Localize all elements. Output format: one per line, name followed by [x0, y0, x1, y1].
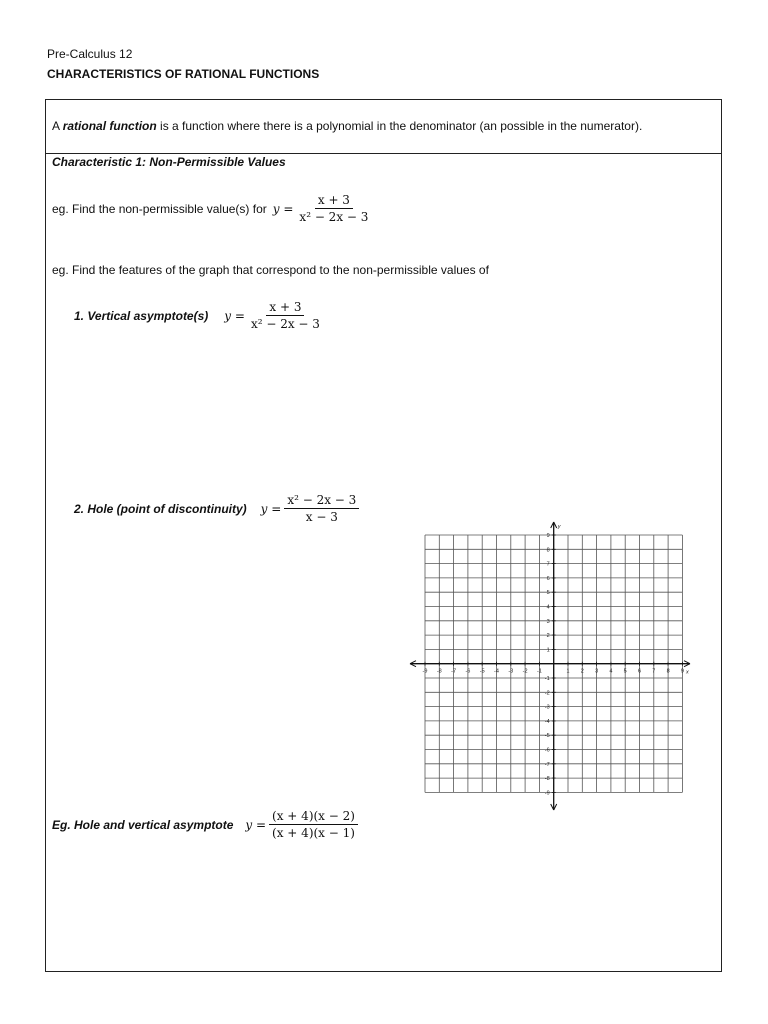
y-tick-label: 5 [546, 590, 550, 597]
x-tick-label: 4 [609, 668, 613, 675]
example-1-equation [273, 193, 372, 224]
example-2-text: eg. Find the features of the graph that correspond to the non-permissible values of [52, 263, 489, 277]
item-3-label: Eg. Hole and vertical asymptote [52, 817, 234, 832]
y-tick-label: -3 [544, 704, 550, 711]
y-tick-label: -1 [544, 676, 550, 682]
equation-lhs: y = [272, 201, 294, 216]
denominator: x² − 2x − 3 [250, 317, 320, 331]
x-tick-label: -1 [536, 668, 542, 675]
item-vertical-asymptote [74, 300, 323, 331]
intro-definition [52, 119, 642, 133]
item-hole-and-asymptote [52, 809, 358, 840]
x-tick-label: 3 [595, 668, 599, 675]
y-tick-label: -2 [544, 690, 550, 697]
intro-rest: is a function where there is a polynomial in the denominator (an possible in the numerator). [156, 119, 643, 133]
x-tick-label: -9 [422, 668, 428, 675]
x-tick-label: -5 [479, 668, 485, 675]
equation-lhs: y = [224, 308, 245, 323]
example-1 [52, 193, 371, 224]
course-name: Pre-Calculus 12 [47, 47, 133, 61]
y-tick-label: -7 [544, 761, 550, 768]
denominator: x − 3 [305, 510, 338, 524]
x-tick-label: -3 [508, 668, 514, 675]
y-tick-label: 3 [546, 618, 550, 625]
y-tick-label: 4 [546, 604, 550, 611]
y-tick-label: 8 [546, 547, 550, 554]
item-2-equation [261, 493, 360, 524]
x-tick-label: -7 [451, 668, 457, 675]
equation-lhs: y = [260, 501, 282, 516]
x-tick-label: 5 [623, 668, 627, 675]
x-tick-label: -4 [494, 668, 499, 675]
item-2-label: 2. Hole (point of discontinuity) [74, 501, 247, 516]
y-tick-label: -6 [544, 747, 550, 754]
x-tick-label: -2 [522, 668, 528, 675]
item-1-label: 1. Vertical asymptote(s) [74, 308, 209, 323]
numerator: x + 3 [315, 193, 353, 209]
page-title: CHARACTERISTICS OF RATIONAL FUNCTIONS [47, 67, 320, 81]
x-tick-label: 8 [666, 668, 670, 675]
x-axis-label: x [686, 669, 689, 676]
coordinate-grid [400, 518, 700, 814]
y-tick-label: 9 [546, 533, 550, 539]
equation-lhs: y = [245, 817, 267, 832]
y-tick-label: -8 [544, 776, 550, 783]
x-tick-label: 7 [652, 668, 656, 675]
item-hole [74, 493, 359, 524]
y-tick-label: -9 [544, 790, 550, 797]
x-tick-label: -8 [436, 668, 442, 675]
y-tick-label: 6 [546, 575, 550, 582]
x-tick-label: 1 [566, 668, 570, 675]
item-1-equation [224, 300, 323, 331]
numerator: x² − 2x − 3 [284, 493, 359, 509]
y-tick-label: 1 [546, 647, 550, 654]
y-tick-label: -4 [544, 718, 550, 725]
x-tick-label: 6 [637, 668, 642, 675]
characteristic-heading: Characteristic 1: Non-Permissible Values [52, 155, 286, 169]
y-tick-label: -5 [544, 733, 550, 740]
example-1-text: eg. Find the non-permissible value(s) for [52, 201, 267, 216]
section-divider [45, 153, 722, 154]
item-3-equation [245, 809, 358, 840]
y-tick-label: 2 [546, 633, 550, 640]
y-axis-label: y [557, 524, 561, 530]
numerator: x + 3 [266, 300, 304, 316]
x-tick-label: 2 [580, 668, 584, 675]
y-tick-label: 7 [546, 561, 550, 568]
x-tick-label: 9 [680, 668, 684, 675]
intro-prefix: A [52, 119, 63, 133]
x-tick-label: -6 [465, 668, 471, 675]
denominator: (x + 4)(x − 1) [272, 826, 355, 840]
intro-term: rational function [62, 119, 157, 133]
denominator: x² − 2x − 3 [299, 210, 369, 224]
numerator: (x + 4)(x − 2) [269, 809, 358, 825]
